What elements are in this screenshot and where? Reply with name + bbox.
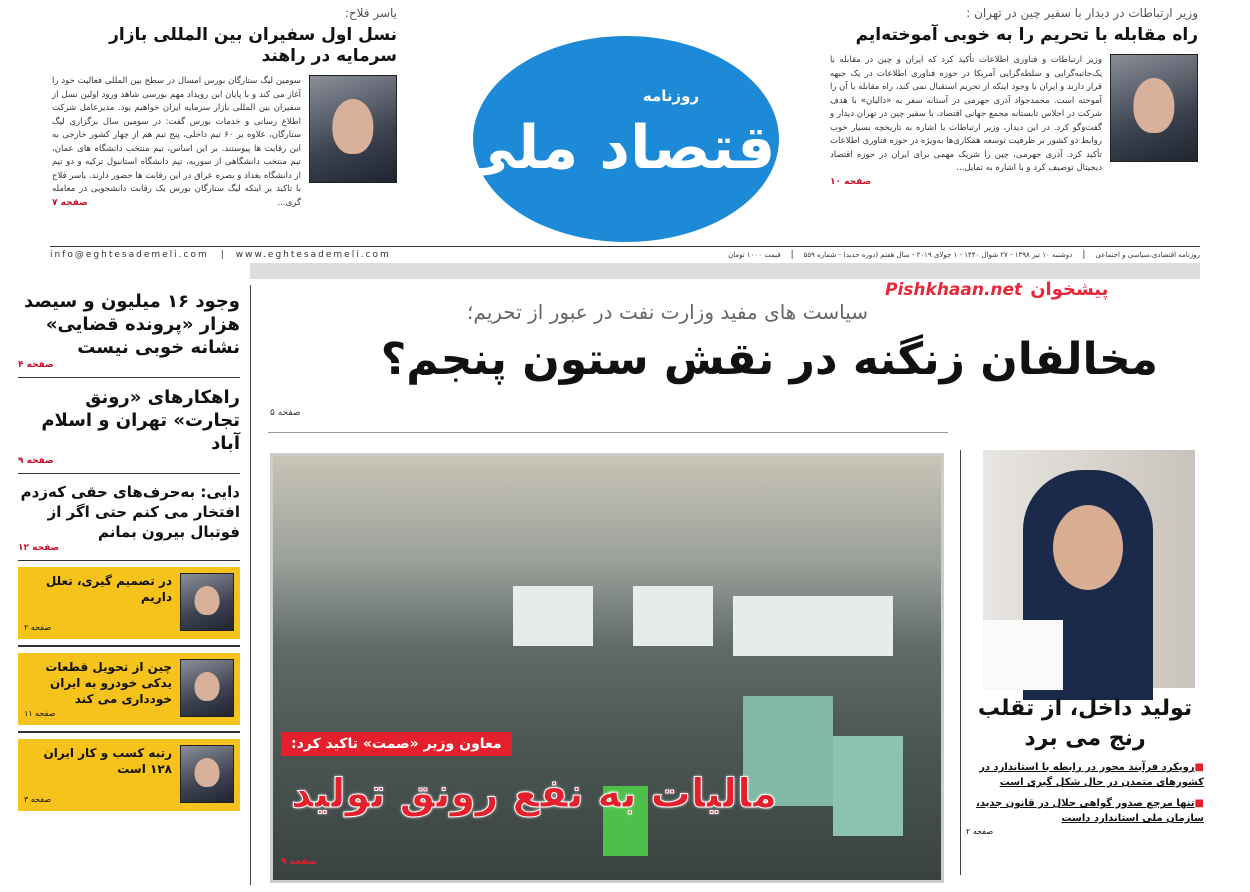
logo-top-text: روزنامه <box>642 87 700 105</box>
photo-page-ref[interactable]: صفحه ۹ <box>281 857 317 867</box>
right-story <box>966 694 1204 837</box>
website[interactable]: www.eghtesademeli.com <box>235 249 391 260</box>
sidebar-headline[interactable]: دایی: به‌حرف‌های حقی که‌زدم افتخار می کنم حتی اگر از فوتبال بیرون بمانم <box>20 483 240 541</box>
box-headline[interactable]: چین از تحویل قطعات یدکی خودرو به ایران خودداری می کند <box>45 660 172 706</box>
page-ref[interactable]: صفحه ۲ <box>966 827 994 836</box>
story-body: وزیر ارتباطات و فناوری اطلاعات تأکید کرد که ایران و چین در مقابله با یک‌جانبه‌گرایی و سلطه‌گرایی آمریکا در حوزه فناوری اطلاعات در یک جبهه قرار دارند و ایران با وجود اینکه از تحریم استقبال نمی کند، راه مقابله با آن را آموخته است. محمدجواد آذری جهرمی در آستانه سفر به «دالیان» با هدف شرکت در اجلاس تابستانه مجمع جهانی اقتصاد، با سفیر چین در تهران دیدار و گفت‌وگو کرد. در این دیدار، وزیر ارتباطات با اشاره به تاریخچه بسیار خوب روابط دو کشور بر ظرفیت توسعه همکاری‌ها به‌ویژه در حوزه فناوری اطلاعات تأکید کرد. آذری جهرمی، چین را شریک مهمی برای ایران در حوزه اقتصاد دیجیتال توصیف کرد و با اشاره به تمایل... <box>830 55 1102 173</box>
main-kicker: سیاست های مفید وزارت نفت در عبور از تحریم؛ <box>467 300 868 324</box>
official-photo <box>983 450 1195 688</box>
dateline: دوشنبه ۱۰ تیر ۱۳۹۸ - ۲۷ شوال ۱۴۴۰ - ۱ جولای ۲۰۱۹ - سال هفتم (دوره جدید) - شماره ۵۵۹ <box>803 250 1073 259</box>
page-ref[interactable]: صفحه ۳ <box>24 795 52 804</box>
page-ref[interactable]: صفحه ۴ <box>18 360 54 370</box>
sidebar-item[interactable] <box>18 378 240 474</box>
newspaper-logo <box>455 36 797 242</box>
yellow-box[interactable] <box>18 567 240 639</box>
page-ref[interactable]: صفحه ۱۲ <box>18 543 60 553</box>
bullet-item[interactable]: ■رویکرد فرآیند محور در رابطه با استاندارد در کشورهای متمدن در حال شکل گیری است <box>979 762 1204 788</box>
right-headline[interactable]: تولید داخل، از تقلب رنج می برد <box>977 696 1193 751</box>
gray-band <box>250 263 1200 279</box>
person-photo <box>180 659 234 717</box>
fallah-photo <box>309 75 397 183</box>
sidebar-item[interactable] <box>18 474 240 561</box>
headline[interactable]: راه مقابله با تحریم را به خوبی آموخته‌ایم <box>855 25 1198 45</box>
main-story <box>268 300 1158 396</box>
person-photo <box>180 573 234 631</box>
person-photo <box>180 745 234 803</box>
minister-photo <box>1110 54 1198 162</box>
left-sidebar <box>18 290 240 811</box>
sidebar-item[interactable] <box>18 290 240 378</box>
story-body: سومین لیگ ستارگان بورس امسال در سطح بین المللی فعالیت خود را آغاز می کند و با پایان این رویداد مهم بورسی شاهد ورود اولین نسل از سفیران بین المللی بازار سرمایه ایران خواهیم بود. مدیرعامل شرکت اطلاع رسانی و خدمات بورس گفت: در سومین سال برگزاری لیگ ستارگان، علاوه بر ۶۰ تیم داخلی، پنج تیم هم از چهار کشور خارجی به این رقابت ها پیوستند. بر این اساس، تیم منتخب دانشگاه های عمان، تیم منتخب دانشگاهی از سوریه، تیم دانشگاه استانبول ترکیه و دو تیم از دانشگاه بغداد و بصره عراق در این رقابت ها حضور دارند. یاسر فلاح با تاکید بر اینکه لیگ ستارگان بورس یک رقابت دانشجویی در معامله گری... <box>52 76 301 208</box>
kicker: یاسر فلاح: <box>344 6 397 20</box>
page-ref[interactable]: صفحه ۹ <box>18 456 54 466</box>
top-left-story <box>52 6 397 209</box>
factory-photo <box>270 453 944 883</box>
watermark-url: Pishkhaan.net <box>885 280 1023 300</box>
right-divider <box>960 450 961 875</box>
sidebar-headline[interactable]: وجود ۱۶ میلیون و سیصد هزار «پرونده قضایی» نشانه خوبی نیست <box>24 291 240 358</box>
sidebar-divider <box>250 285 251 885</box>
main-headline[interactable]: مخالفان زنگنه در نقش ستون پنجم؟ <box>380 334 1158 385</box>
page-ref[interactable]: صفحه ۷ <box>52 198 88 208</box>
top-right-story <box>830 6 1198 188</box>
headline[interactable]: نسل اول سفیران بین المللی بازار سرمایه در راهند <box>109 25 397 66</box>
bullet-text[interactable]: رویکرد فرآیند محور در رابطه با استاندارد در کشورهای متمدن در حال شکل گیری است <box>979 762 1204 788</box>
bullet-text[interactable]: تنها مرجع صدور گواهی حلال در قانون جدید، سازمان ملی استاندارد داست <box>976 798 1204 824</box>
info-bar: info@eghtesademeli.com | www.eghtesademeli.com قیمت ۱۰۰۰ تومان | دوشنبه ۱۰ تیر ۱۳۹۸ - ۲۷ شوال ۱۴۴۰ - ۱ جولای ۲۰۱۹ - سال هفتم (دوره جدید) - شماره ۵۵۹ | روزنامه اقتصادی،سیاسی و اجتماعی <box>50 246 1200 262</box>
logo-main-text: اقتصاد ملی <box>455 113 797 183</box>
price: قیمت ۱۰۰۰ تومان <box>728 250 781 259</box>
photo-headline[interactable]: مالیات به نفع رونق تولید <box>291 771 777 817</box>
photo-label: معاون وزیر «صمت» تاکید کرد: <box>281 732 512 756</box>
box-headline[interactable]: رتبه کسب و کار ایران ۱۲۸ است <box>43 746 172 776</box>
main-page-ref[interactable]: صفحه ۵ <box>270 408 301 418</box>
yellow-box[interactable] <box>18 739 240 811</box>
box-headline[interactable]: در تصمیم گیری، تعلل داریم <box>45 574 172 604</box>
yellow-box[interactable] <box>18 653 240 725</box>
watermark-logo: پیشخوان <box>1030 279 1109 300</box>
page-ref[interactable]: صفحه ۲ <box>24 623 52 632</box>
divider <box>268 432 948 433</box>
kicker: وزیر ارتباطات در دیدار با سفیر چین در تهران : <box>966 6 1198 20</box>
page-ref[interactable]: صفحه ۱۰ <box>830 177 872 187</box>
page-ref[interactable]: صفحه ۱۱ <box>24 709 56 718</box>
email[interactable]: info@eghtesademeli.com <box>50 249 209 260</box>
sidebar-headline[interactable]: راهکارهای «رونق تجارت» تهران و اسلام آباد <box>41 387 240 454</box>
bullet-item[interactable]: ■تنها مرجع صدور گواهی حلال در قانون جدید، سازمان ملی استاندارد داست <box>976 798 1204 824</box>
watermark <box>885 279 1108 301</box>
tagline: روزنامه اقتصادی،سیاسی و اجتماعی <box>1095 250 1200 259</box>
